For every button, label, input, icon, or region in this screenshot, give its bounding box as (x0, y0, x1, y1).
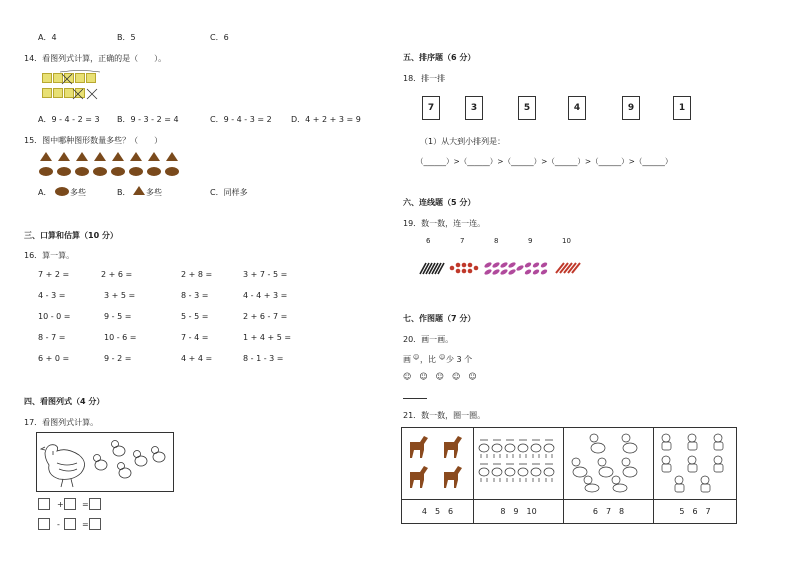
calc-item: 8 - 3 = (181, 291, 209, 300)
q15-stem: 15．图中哪种图形数量多些？（ ） (24, 136, 163, 145)
equals-sign: = (82, 520, 89, 529)
q14-option-a: A．9 - 4 - 2 = 3 (38, 115, 100, 124)
q19-stem: 19．数一数，连一连。 (403, 219, 486, 228)
count-number: 9 (528, 237, 533, 245)
q18-sub1: （1）从大到小排列是： (420, 137, 506, 146)
q15-option-c: C．同样多 (210, 188, 248, 197)
bees-cell (474, 428, 564, 500)
q14-option-d: D．4 + 2 + 3 = 9 (291, 115, 361, 124)
q13-option-a: A．4 (38, 33, 57, 42)
section-3-title: 三、口算和估算（10 分） (24, 231, 118, 240)
q20-instr-b: ，比 (420, 355, 436, 364)
section-5-title: 五、排序题（6 分） (403, 53, 476, 62)
count-number: 8 (494, 237, 499, 245)
answer-options-cell[interactable]: 5 6 7 (654, 500, 737, 524)
calc-item: 7 - 4 = (181, 333, 209, 342)
calc-item: 3 + 5 = (104, 291, 136, 300)
q20-instr-c: 少 3 个 (446, 355, 473, 364)
smiley-row-icon: ☺☺☺☺☺ (403, 372, 485, 381)
q13-option-b: B．5 (117, 33, 136, 42)
number-card: 4 (568, 96, 586, 120)
calc-item: 4 + 4 = (181, 354, 213, 363)
q18-stem: 18．排一排 (403, 74, 446, 83)
answer-box[interactable] (89, 498, 101, 510)
number-card: 1 (673, 96, 691, 120)
calc-item: 2 + 8 = (181, 270, 213, 279)
equals-sign: = (82, 500, 89, 509)
plus-sign: + (57, 500, 64, 509)
q14-option-c: C．9 - 4 - 3 = 2 (210, 115, 272, 124)
dogs-cell (654, 428, 737, 500)
number-card: 9 (622, 96, 640, 120)
q16-stem: 16．算一算。 (24, 251, 75, 260)
q19-counting-items (418, 259, 584, 277)
q21-count-table (401, 427, 737, 524)
calc-item: 10 - 6 = (104, 333, 137, 342)
calc-item: 8 - 7 = (38, 333, 66, 342)
calc-item: 7 + 2 = (38, 270, 70, 279)
ordering-blanks[interactable]: （______）>（______）>（______）>（______）>（______）>（______） (416, 157, 673, 166)
calc-item: 4 - 4 + 3 = (243, 291, 288, 300)
smiley-icon: ☺ (413, 354, 420, 361)
calc-item: 2 + 6 - 7 = (243, 312, 288, 321)
answer-box[interactable] (64, 518, 76, 530)
number-card: 7 (422, 96, 440, 120)
calc-item: 2 + 6 = (101, 270, 133, 279)
triangle-icon (133, 186, 145, 195)
answer-options-cell[interactable]: 8 9 10 (474, 500, 564, 524)
section-4-title: 四、看图列式（4 分） (24, 397, 105, 406)
section-7-title: 七、作图题（7 分） (403, 314, 476, 323)
minus-sign: - (57, 520, 60, 529)
horses-cell (402, 428, 474, 500)
answer-box[interactable] (38, 498, 50, 510)
q20-instr-a: 画 (403, 355, 411, 364)
q17-hen-chicks-image (36, 432, 174, 492)
answer-options-cell[interactable]: 4 5 6 (402, 500, 474, 524)
ducks-cell (564, 428, 654, 500)
q14-option-b: B．9 - 3 - 2 = 4 (117, 115, 179, 124)
calc-item: 1 + 4 + 5 = (243, 333, 292, 342)
q21-stem: 21．数一数，圈一圈。 (403, 411, 486, 420)
calc-item: 8 - 1 - 3 = (243, 354, 284, 363)
calc-item: 4 - 3 = (38, 291, 66, 300)
number-card: 5 (518, 96, 536, 120)
section-6-title: 六、连线题（5 分） (403, 198, 476, 207)
q17-stem: 17．看图列式计算。 (24, 418, 99, 427)
smiley-icon: ☺ (439, 354, 446, 361)
q14-stem: 14．看图列式计算，正确的是（ ）。 (24, 54, 167, 63)
answer-box[interactable] (38, 518, 50, 530)
answer-box[interactable] (64, 498, 76, 510)
q15-option-b-suffix: 多些 (146, 188, 162, 197)
answer-options-cell[interactable]: 6 7 8 (564, 500, 654, 524)
calc-item: 5 - 5 = (181, 312, 209, 321)
q15-option-a-suffix: 多些 (70, 188, 86, 197)
answer-box[interactable] (89, 518, 101, 530)
count-number: 6 (426, 237, 431, 245)
answer-line[interactable] (403, 398, 427, 399)
q20-stem: 20．画一画。 (403, 335, 454, 344)
calc-item: 3 + 7 - 5 = (243, 270, 288, 279)
ellipse-icon (55, 187, 69, 196)
q13-option-c: C．6 (210, 33, 229, 42)
count-number: 10 (562, 237, 571, 245)
count-number: 7 (460, 237, 465, 245)
q15-option-b: B． (117, 188, 131, 197)
number-card: 3 (465, 96, 483, 120)
q15-option-a: A． (38, 188, 52, 197)
calc-item: 9 - 5 = (104, 312, 132, 321)
calc-item: 9 - 2 = (104, 354, 132, 363)
calc-item: 10 - 0 = (38, 312, 71, 321)
calc-item: 6 + 0 = (38, 354, 70, 363)
